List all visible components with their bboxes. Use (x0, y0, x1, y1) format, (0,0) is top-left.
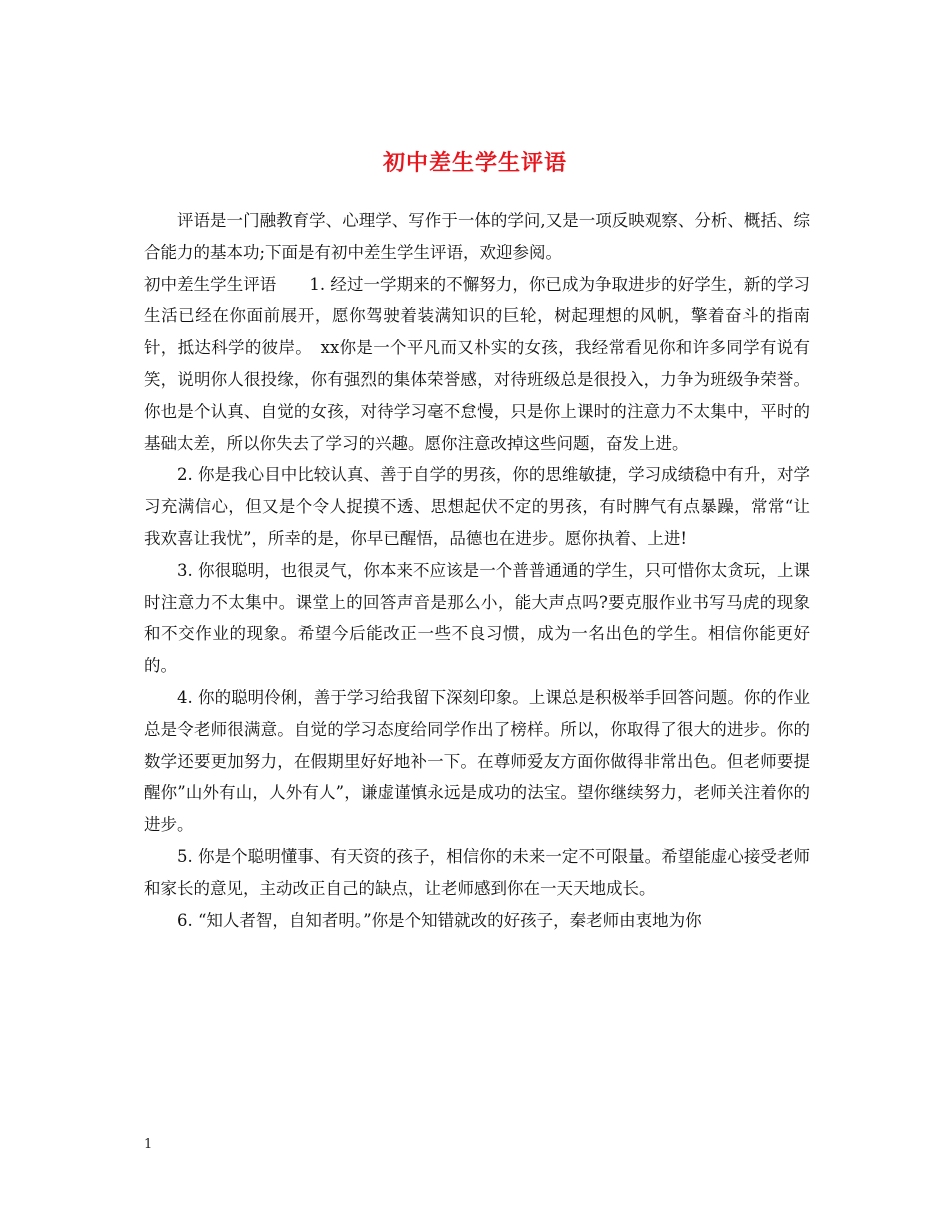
comment-paragraph-2: 2. 你是我心目中比较认真、善于自学的男孩，你的思维敏捷，学习成绩稳中有升，对学习充满信心，但又是个令人捉摸不透、思想起伏不定的男孩，有时脾气有点暴躁，常常“让我欢喜让我忧”，所幸的是，你早已醒悟，品德也在进步。愿你执着、上进! (144, 465, 810, 548)
comment-paragraph-4: 4. 你的聪明伶俐，善于学习给我留下深刻印象。上课总是积极举手回答问题。你的作业总是令老师很满意。自觉的学习态度给同学作出了榜样。所以，你取得了很大的进步。你的数学还要更加努力，在假期里好好地补一下。在尊师爱友方面你做得非常出色。但老师要提醒你”山外有山，人外有人”，谦虚谨慎永远是成功的法宝。望你继续努力，老师关注着你的进步。 (144, 687, 810, 835)
comment-paragraph-3: 3. 你很聪明，也很灵气，你本来不应该是一个普普通通的学生，只可惜你太贪玩，上课时注意力不太集中。课堂上的回答声音是那么小，能大声点吗?要克服作业书写马虎的现象和不交作业的现象。希望今后能改正一些不良习惯，成为一名出色的学生。相信你能更好的。 (144, 560, 810, 676)
document-body (144, 205, 810, 936)
comment-paragraph-5: 5. 你是个聪明懂事、有天资的孩子，相信你的未来一定不可限量。希望能虚心接受老师和家长的意见，主动改正自己的缺点，让老师感到你在一天天地成长。 (144, 846, 810, 898)
comment-paragraph-1: 初中差生学生评语 1. 经过一学期来的不懈努力，你已成为争取进步的好学生，新的学习生活已经在你面前展开，愿你驾驶着装满知识的巨轮，树起理想的风帆，擎着奋斗的指南针，抵达科学的彼岸。 xx你是一个平凡而又朴实的女孩，我经常看见你和许多同学有说有笑，说明你人很投缘，你有强烈的集体荣誉感，对待班级总是很投入，力争为班级争荣誉。你也是个认真、自觉的女孩，对待学习毫不怠慢，只是你上课时的注意力不太集中，平时的基础太差，所以你失去了学习的兴趣。愿你注意改掉这些问题，奋发上进。 (144, 274, 810, 453)
document-title: 初中差生学生评语 (382, 149, 567, 176)
intro-paragraph: 评语是一门融教育学、心理学、写作于一体的学问,又是一项反映观察、分析、概括、综合能力的基本功;下面是有初中差生学生评语，欢迎参阅。 (144, 211, 810, 262)
comment-paragraph-6: 6. “知人者智，自知者明。”你是个知错就改的好孩子，秦老师由衷地为你 (177, 910, 702, 930)
page-number: 1 (144, 1137, 153, 1152)
